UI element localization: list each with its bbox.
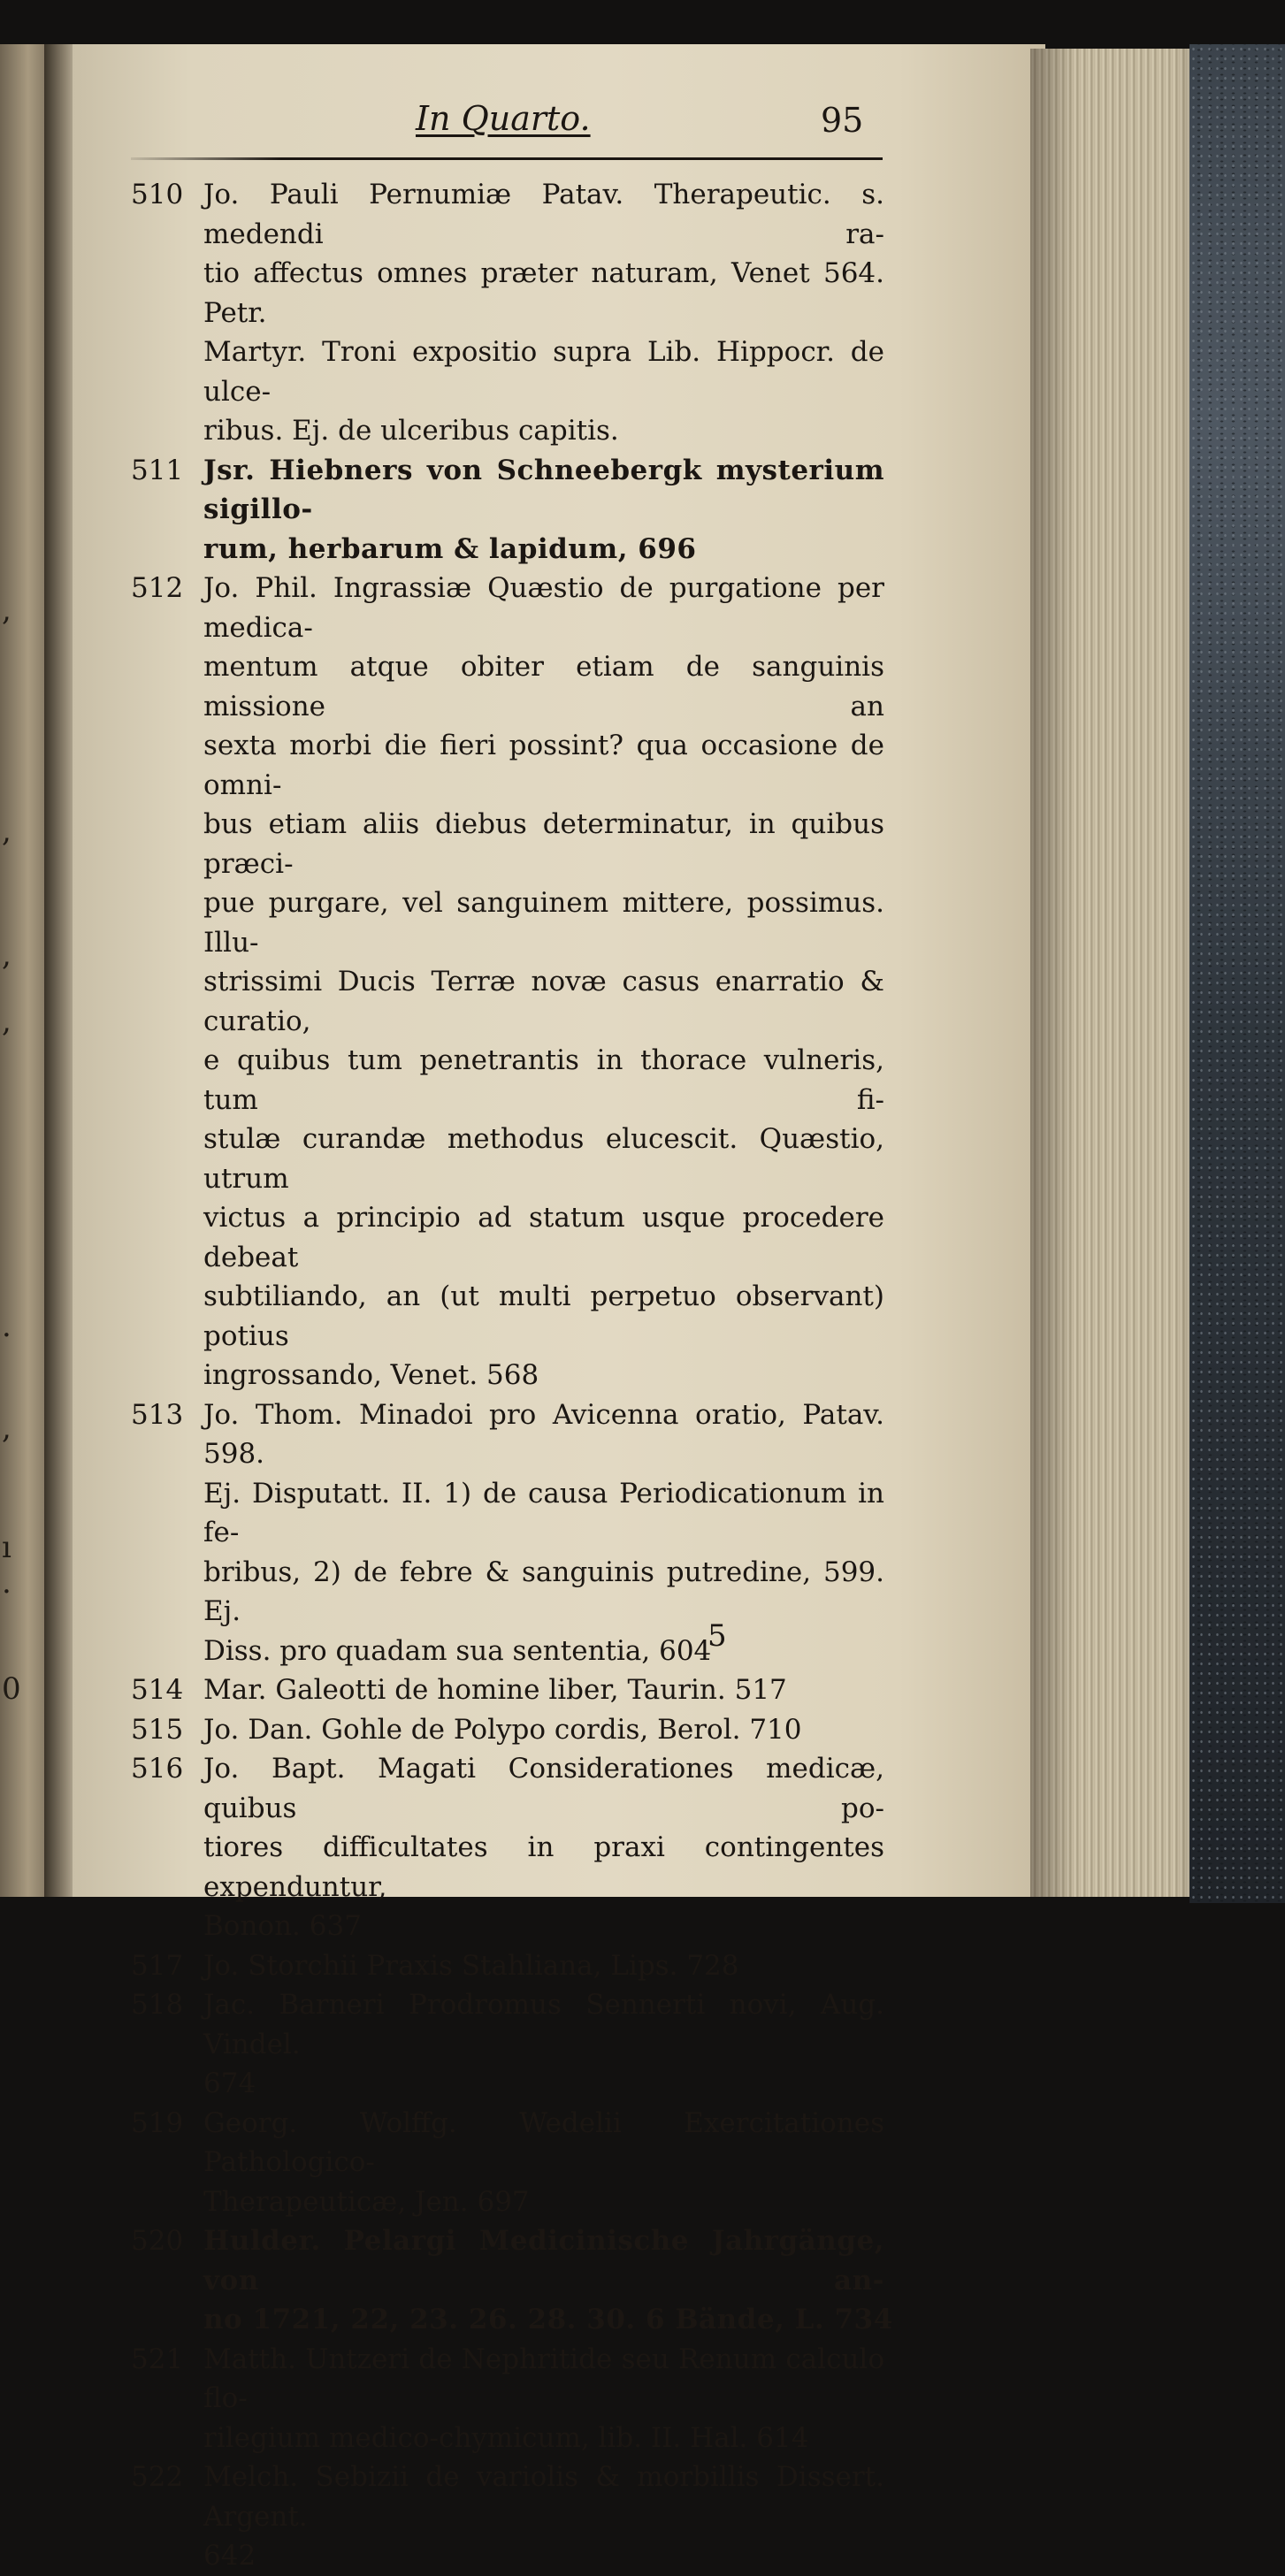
catalogue-entry — [131, 1749, 891, 1946]
entry-line: Bonon. 637 — [203, 1910, 362, 1942]
page-number: 95 — [821, 101, 864, 140]
left-page-mark: . — [2, 1565, 11, 1601]
entry-line: 674 — [203, 2068, 256, 2099]
entry-number: 512 — [131, 572, 184, 604]
header-rule — [131, 157, 883, 160]
left-page-mark: , — [2, 592, 11, 628]
entry-line: Jo. Storchii Praxis Stahliana, Lips. 728 — [203, 1949, 739, 1982]
entry-number: 520 — [131, 2225, 184, 2257]
entry-line: e quibus tum penetrantis in thorace vulneris, tum fi- — [203, 1044, 884, 1116]
entry-line: Melch. Sebizii de variolis & morbillis Dissert. Argent. — [203, 2461, 884, 2533]
entry-number: 510 — [131, 179, 184, 210]
left-page-mark: , — [2, 1410, 11, 1446]
entry-number: 521 — [131, 2343, 184, 2375]
left-page-mark: , — [2, 937, 11, 973]
entry-number: 513 — [131, 1398, 184, 1431]
entry-text — [203, 569, 884, 1395]
page-fore-edge — [1030, 49, 1212, 1897]
entry-line: Martyr. Troni expositio supra Lib. Hippocr. de ulce- — [203, 336, 884, 408]
entry-line: mentum atque obiter etiam de sanguinis missione an — [203, 651, 884, 722]
entry-text — [203, 2104, 884, 2222]
entry-number: 518 — [131, 1989, 184, 2021]
page-header — [131, 99, 891, 150]
book-cover — [1189, 44, 1285, 1903]
entry-line: rilegium medico-chymicum, lib. II. Hal. 614 — [203, 2421, 809, 2454]
entry-line: Jo. Bapt. Magati Considerationes medicæ, quibus po- — [203, 1753, 884, 1824]
signature-mark: 5 — [708, 1618, 727, 1654]
catalogue-entry — [131, 2221, 891, 2340]
catalogue-entry — [131, 2340, 891, 2458]
entry-text — [203, 2221, 893, 2340]
entry-line: Ej. Disputatt. II. 1) de causa Periodicationum in fe- — [203, 1477, 884, 1548]
entry-text — [203, 175, 884, 451]
entry-line: strissimi Ducis Terræ novæ casus enarratio & curatio, — [203, 966, 884, 1037]
entry-line: subtiliando, an (ut multi perpetuo observant) potius — [203, 1280, 884, 1352]
entry-line: victus a principio ad statum usque procedere debeat — [203, 1202, 884, 1273]
entry-line: Jo. Pauli Pernumiæ Patav. Therapeutic. s. medendi ra- — [203, 179, 884, 250]
catalogue-entries — [131, 175, 891, 2576]
left-page-mark: , — [2, 1004, 11, 1039]
entry-text — [203, 2458, 884, 2576]
left-page-marks — [2, 44, 46, 1897]
entry-line: ribus. Ej. de ulceribus capitis. — [203, 415, 619, 447]
entry-text — [203, 1749, 884, 1946]
entry-line: Matth. Untzeri de Nephritide seu Renum calculo flo- — [203, 2343, 884, 2414]
left-page-mark: , — [2, 814, 11, 849]
entry-line: Jo. Dan. Gohle de Polypo cordis, Berol. 710 — [203, 1713, 802, 1746]
entry-number: 517 — [131, 1949, 184, 1982]
cover-texture — [1189, 44, 1285, 1903]
catalogue-entry — [131, 1670, 891, 1710]
catalogue-entry — [131, 1946, 891, 1986]
entry-line: sexta morbi die fieri possint? qua occasione de omni- — [203, 730, 884, 801]
catalogue-entry — [131, 1985, 891, 2104]
entry-line: bus etiam aliis diebus determinatur, in quibus præci- — [203, 808, 884, 880]
entry-line: Therapeuticæ, Jen. 697 — [203, 2185, 530, 2218]
entry-line: Jo. Phil. Ingrassiæ Quæstio de purgatione per medica- — [203, 572, 884, 644]
entry-line: Diss. pro quadam sua sententia, 604 — [203, 1634, 712, 1667]
entry-line: 642 — [203, 2540, 256, 2572]
entry-text — [203, 2340, 884, 2458]
entry-line: rum, herbarum & lapidum, 696 — [203, 532, 697, 565]
entry-line: no 1721, 22, 23. 26. 28. 30. 6 Bände, L. 734 — [203, 2304, 893, 2335]
entry-number: 522 — [131, 2461, 184, 2493]
catalogue-entry — [131, 569, 891, 1395]
entry-line: Jac. Barneri Prodromus Sennerti novi, Aug. Vindel. — [203, 1989, 884, 2060]
entry-number: 516 — [131, 1753, 184, 1785]
entry-text — [203, 1985, 884, 2104]
running-title: In Quarto. — [416, 99, 591, 138]
catalogue-entry — [131, 1710, 891, 1750]
entry-number: 515 — [131, 1713, 184, 1746]
entry-line: bribus, 2) de febre & sanguinis putredine, 599. Ej. — [203, 1556, 884, 1627]
entry-line: stulæ curandæ methodus elucescit. Quæstio, utrum — [203, 1123, 884, 1195]
catalogue-entry — [131, 1395, 891, 1671]
entry-number: 511 — [131, 454, 184, 486]
entry-line: tio affectus omnes præter naturam, Venet 564. Petr. — [203, 257, 884, 329]
entry-line: Jo. Thom. Minadoi pro Avicenna oratio, Patav. 598. — [203, 1398, 884, 1470]
entry-line: tiores difficultates in praxi contingentes expenduntur, — [203, 1831, 884, 1903]
entry-text — [203, 1946, 884, 1986]
entry-text — [203, 1670, 884, 1710]
entry-number: 519 — [131, 2106, 184, 2139]
catalogue-entry — [131, 175, 891, 451]
entry-line: pue purgare, vel sanguinem mittere, possimus. Illu- — [203, 887, 884, 959]
catalogue-entry — [131, 2104, 891, 2222]
entry-text — [203, 451, 884, 569]
catalogue-entry — [131, 2458, 891, 2576]
page-content — [131, 99, 893, 2572]
entry-line: Jsr. Hiebners von Schneebergk mysterium sigillo- — [203, 454, 884, 525]
left-page-mark: 0 — [2, 1671, 21, 1707]
entry-line: ingrossando, Venet. 568 — [203, 1359, 539, 1391]
entry-text — [203, 1710, 884, 1750]
entry-line: Hulder. Pelargi Medicinische Jahrgänge, von an- — [203, 2225, 884, 2297]
left-page-mark: ı — [2, 1530, 11, 1565]
catalogue-entry — [131, 451, 891, 569]
left-page-mark: · — [2, 1318, 11, 1353]
entry-line: Mar. Galeotti de homine liber, Taurin. 517 — [203, 1674, 787, 1706]
entry-number: 514 — [131, 1674, 184, 1706]
entry-line: Georg. Wolffg. Wedelii Exercitationes Pathologico- — [203, 2106, 884, 2178]
entry-text — [203, 1395, 884, 1671]
